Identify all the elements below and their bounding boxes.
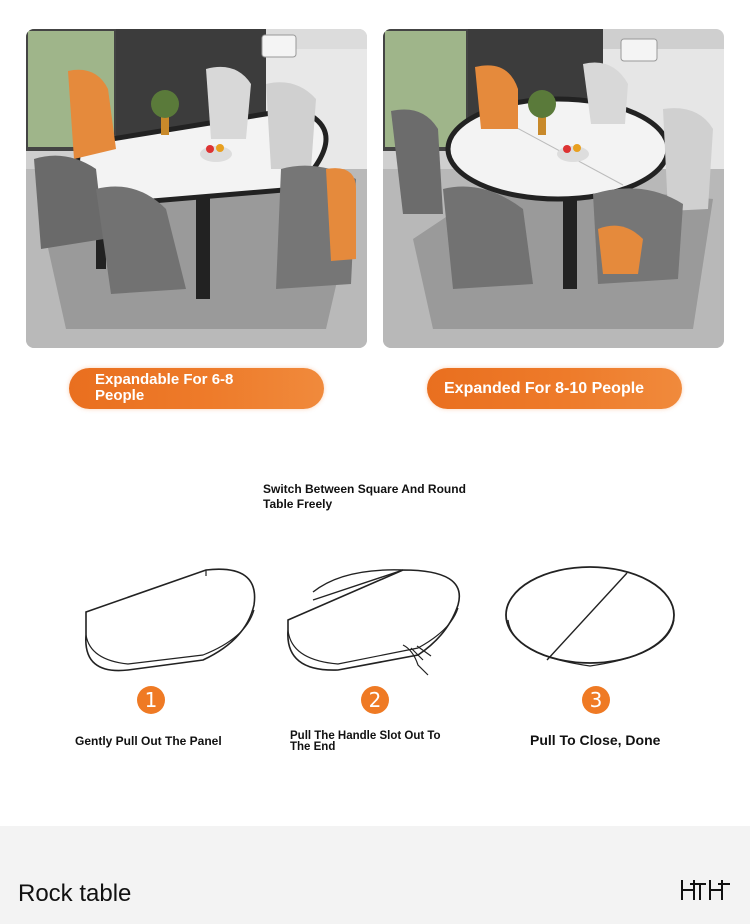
step-1-number: 1 [137,686,165,714]
step-3-diagram [502,560,682,680]
section-subheading: Switch Between Square And Round Table Freely [263,482,466,511]
step-2-number: 2 [361,686,389,714]
expandable-table-photo [26,29,367,348]
capacity-label-expandable [69,368,324,409]
step-2-text: Pull The Handle Slot Out To The End [290,730,441,753]
capacity-label-expandable-text: Expandable For 6-8 People [95,371,234,404]
footer-title: Rock table [18,880,132,907]
footer-bar [0,826,750,924]
step-1-diagram [78,560,263,685]
capacity-label-expanded [427,368,682,409]
step-3-number: 3 [582,686,610,714]
expanded-table-photo [383,29,724,348]
step-3-text: Pull To Close, Done [530,732,661,748]
step-1-text: Gently Pull Out The Panel [75,734,222,748]
step-2-diagram [283,560,468,695]
hth-logo-icon [680,878,732,907]
capacity-label-expanded-text: Expanded For 8-10 People [444,380,645,397]
